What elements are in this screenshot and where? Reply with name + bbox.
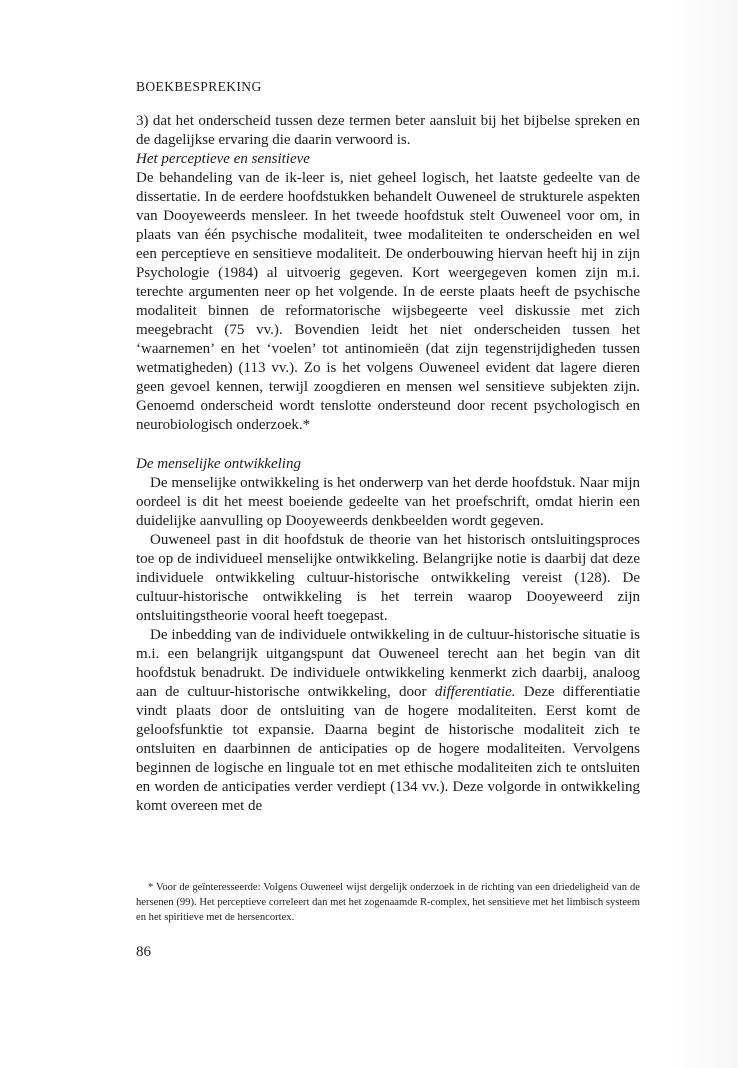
paragraph-3-emphasis: differentiatie. [434, 684, 516, 700]
page-number: 86 [136, 944, 151, 960]
running-head: BOEKBESPREKING [136, 79, 262, 94]
section-heading-development: De menselijke ontwikkeling [136, 456, 301, 472]
development-paragraph-2: Ouweneel past in dit hoofdstuk de theorie van het historisch ontsluitingsproces toe op de individueel menselijke ontwikkeling. Belangrijke notie is daarbij dat deze individuele ontwikkeling cultuur-historische ontwikkeling vereist (128). De cultuur-historische ontwikkeling is het terrein waarop Dooyeweerd zijn ontsluitingstheorie vooral heeft toegepast. [136, 532, 640, 624]
development-paragraph-1: De menselijke ontwikkeling is het onderwerp van het derde hoofdstuk. Naar mijn oordeel is dit het meest boeiende gedeelte van het proefschrift, omdat hierin een duidelijke aanvulling op Dooyeweerds denkbeelden wordt gegeven. [136, 475, 640, 529]
section-heading-perceptive: Het perceptieve en sensitieve [136, 151, 310, 167]
paragraph-3-end: Deze differentiatie vindt plaats door de ontsluiting van de hogere modaliteiten. Eerst komt de geloofsfunktie tot expansie. Daarna begint de historische modaliteit zich te ontsluiten en daarbinnen de anticipaties op de hogere modaliteiten. Vervolgens beginnen de logische en linguale tot en met ethische modaliteiten zich te ontsluiten en worden de anticipaties verder verdiept (134 vv.). Deze volgorde in ontwikkeling komt overeen met de [136, 684, 640, 814]
development-paragraph-3 [136, 626, 640, 816]
intro-paragraph: 3) dat het onderscheid tussen deze termen beter aansluit bij het bijbelse spreken en de dagelijkse ervaring die daarin verwoord is. [136, 113, 640, 148]
footnote [136, 880, 640, 925]
section-paragraph-perceptive: De behandeling van de ik-leer is, niet geheel logisch, het laatste gedeelte van de dissertatie. In de eerdere hoofdstukken behandelt Ouweneel de strukturele aspekten van Dooyeweerds mensleer. In het tweede hoofdstuk stelt Ouweneel voor om, in plaats van één psychische modaliteit, twee modaliteiten te onderscheiden en wel een perceptieve en sensitieve modaliteit. De onderbouwing hiervan heeft hij in zijn Psychologie (1984) al uitvoerig gegeven. Kort weergegeven komen zijn m.i. terechte argumenten neer op het volgende. In de eerste plaats heeft de psychische modaliteit binnen de reformatorische wijsbegeerte veel diskussie met zich meegebracht (75 vv.). Bovendien leidt het niet onderscheiden tussen het ‘waarnemen’ en het ‘voelen’ tot antinomieën (dat zijn tegenstrijdigheden tussen wetmatigheden) (113 vv.). Zo is het volgens Ouweneel evident dat lagere dieren geen gevoel kennen, terwijl zoogdieren en mensen wel sensitieve subjekten zijn. Genoemd onderscheid wordt tenslotte ondersteund door recent psychologisch en neurobiologisch onderzoek.* [136, 170, 640, 433]
footnote-text: * Voor de geïnteresseerde: Volgens Ouweneel wijst dergelijk onderzoek in de richting van een driedeligheid van de hersenen (99). Het perceptieve correleert dan met het zogenaamde R-complex, het sensitieve met het limbisch systeem en het spiritieve met de hersencortex. [136, 882, 640, 923]
main-text [136, 112, 640, 816]
paragraph-3-start: De inbedding van de individuele ontwikkeling in de cultuur-historische situatie is m.i. een belangrijk uitgangspunt dat Ouweneel terecht aan het begin van dit hoofdstuk benadrukt. De individuele ontwikkeling kenmerkt zich daarbij, analoog aan de cultuur-historische ontwikkeling, door [136, 627, 640, 700]
scan-edge-shading [668, 0, 738, 1068]
